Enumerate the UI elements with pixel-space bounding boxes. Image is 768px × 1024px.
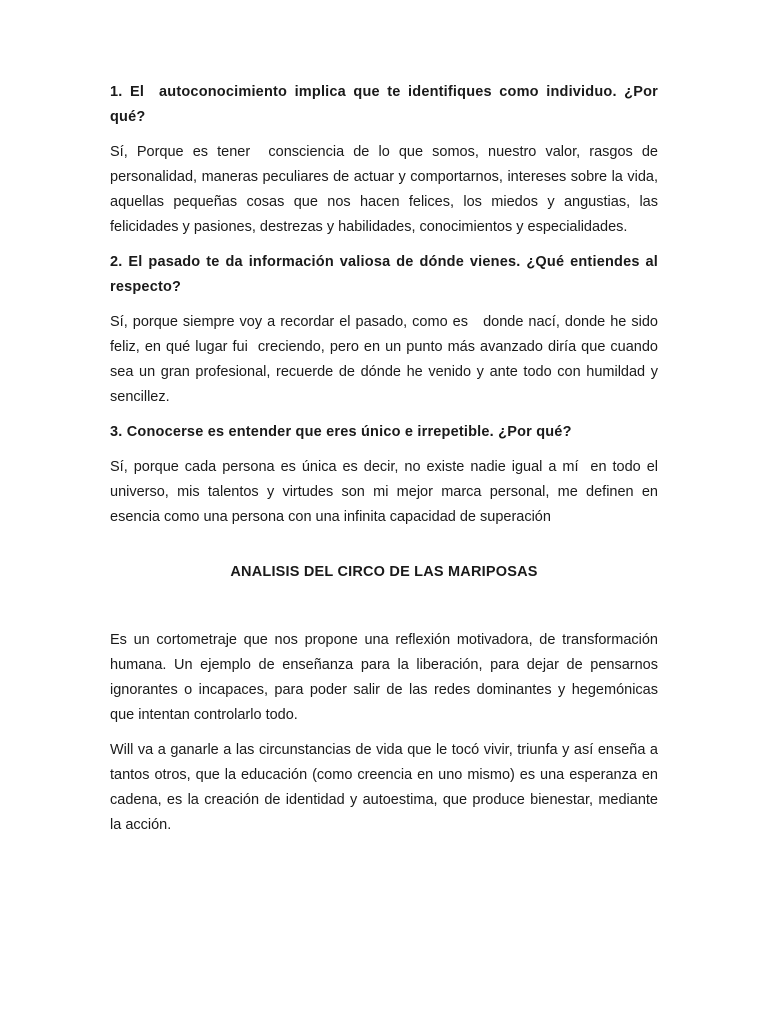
question-2: 2. El pasado te da información valiosa de dónde vienes. ¿Qué entiendes al respecto?	[110, 254, 658, 295]
question-1: 1. El autoconocimiento implica que te identifiques como individuo. ¿Por qué?	[110, 84, 663, 125]
question-block-1	[110, 80, 663, 240]
question-block-2	[110, 250, 663, 410]
document-page	[110, 80, 663, 848]
analysis-paragraph-1: Es un cortometraje que nos propone una reflexión motivadora, de transformación humana. Un ejemplo de enseñanza para la liberación, para dejar de pensarnos ignorantes o incapaces, para poder salir de las redes dominantes y hegemónicas que intentan controlarlo todo.	[110, 632, 658, 723]
question-block-3	[110, 420, 663, 530]
question-3: 3. Conocerse es entender que eres único e irrepetible. ¿Por qué?	[110, 424, 572, 440]
answer-2: Sí, porque siempre voy a recordar el pasado, como es donde nací, donde he sido feliz, en qué lugar fui creciendo, pero en un punto más avanzado diría que cuando sea un gran profesional, recuerde de dónde he venido y ante todo con humildad y sencillez.	[110, 314, 663, 405]
analysis-paragraph-2: Will va a ganarle a las circunstancias de vida que le tocó vivir, triunfa y así enseña a tantos otros, que la educación (como creencia en uno mismo) es una esperanza en cadena, es la creación de identidad y autoestima, que produce bienestar, mediante la acción.	[110, 742, 658, 833]
analysis-title: ANALISIS DEL CIRCO DE LAS MARIPOSAS	[230, 564, 538, 580]
answer-3: Sí, porque cada persona es única es decir, no existe nadie igual a mí en todo el universo, mis talentos y virtudes son mi mejor marca personal, me definen en esencia como una persona con una infinita capacidad de superación	[110, 459, 663, 525]
answer-1: Sí, Porque es tener consciencia de lo que somos, nuestro valor, rasgos de personalidad, maneras peculiares de actuar y comportarnos, intereses sobre la vida, aquellas pequeñas cosas que nos hacen felices, los miedos y angustias, las felicidades y pasiones, destrezas y habilidades, conocimientos y especialidades.	[110, 144, 663, 235]
